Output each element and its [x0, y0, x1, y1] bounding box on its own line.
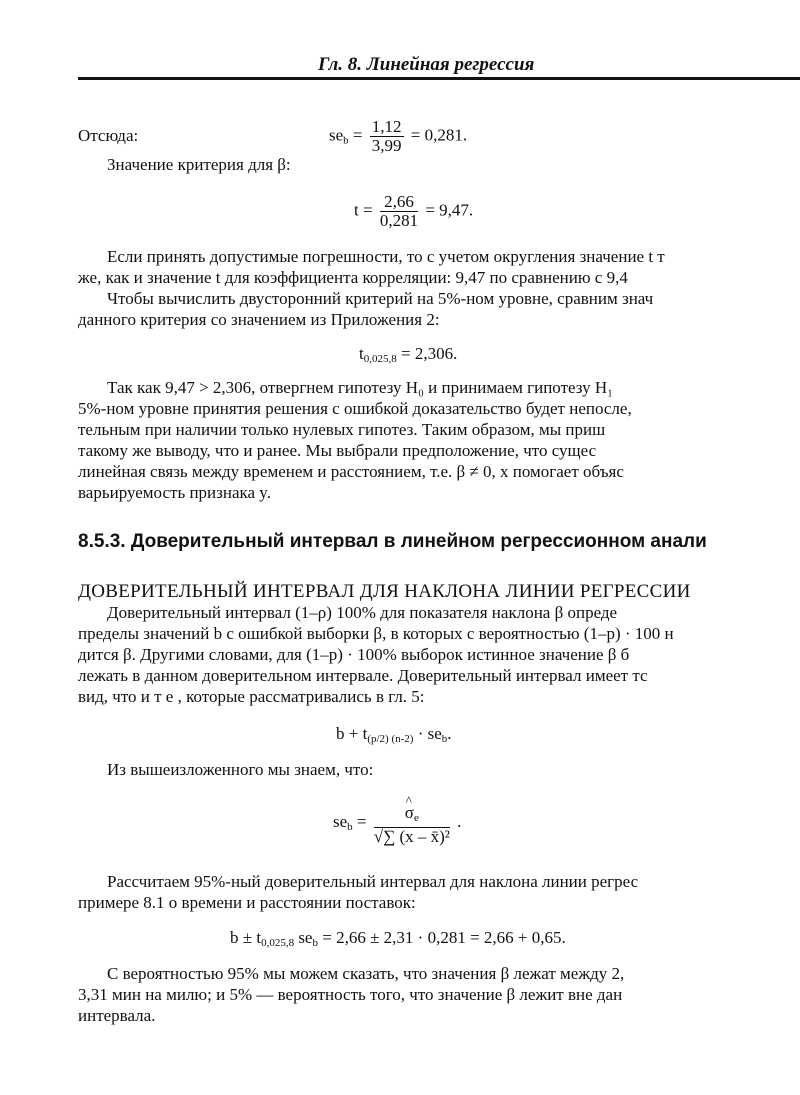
para6-line2: примере 8.1 о времени и расстоянии поставок:	[78, 893, 416, 912]
para2-line2: данного критерия со значением из Приложения 2:	[78, 310, 440, 329]
sigma-hat: ^ σ	[405, 804, 414, 822]
sigma-sub: e	[413, 812, 419, 824]
para3-line6: варьируемость признака y.	[78, 483, 271, 502]
para5-line1: Из вышеизложенного мы знаем, что:	[107, 760, 374, 779]
header-rule	[78, 77, 800, 80]
t-critical-sub: 0,025,8	[363, 353, 397, 365]
seb-result: = 0,281.	[410, 125, 468, 145]
t-critical-t: t	[359, 344, 364, 363]
t-numerator: 2,66	[380, 193, 418, 212]
interval-formula	[336, 724, 452, 745]
t-fraction	[380, 193, 418, 230]
section-subheading: ДОВЕРИТЕЛЬНЫЙ ИНТЕРВАЛ ДЛЯ НАКЛОНА ЛИНИИ РЕГРЕССИИ	[78, 581, 691, 602]
para6-line1: Рассчитаем 95%-ный доверительный интервал для наклона линии регрес	[107, 872, 639, 891]
ci-rest: = 2,66 ± 2,31 · 0,281 = 2,66 + 0,65.	[317, 928, 566, 947]
para7-line1: С вероятностью 95% мы можем сказать, что значения β лежат между 2,	[107, 964, 625, 983]
t-critical-formula	[359, 344, 457, 365]
otsyuda-label: Отсюда:	[78, 126, 139, 145]
para1-line2: же, как и значение t для коэффициента корреляции: 9,47 по сравнению с 9,4	[78, 268, 628, 287]
interval-tail-sub: b	[441, 733, 448, 745]
para7-line2: 3,31 мин на милю; и 5% — вероятность того, что значение β лежит вне дан	[78, 985, 623, 1004]
para3-line3: тельным при наличии только нулевых гипотез. Таким образом, мы приш	[78, 420, 606, 439]
ci-sub: 0,025,8	[261, 937, 295, 949]
para3-line2: 5%-ном уровне принятия решения с ошибкой доказательство будет непосле,	[78, 399, 632, 418]
para4-line1: Доверительный интервал (1–ρ) 100% для показателя наклона β опреде	[107, 603, 618, 622]
seb-general-tail: .	[457, 811, 462, 831]
para3-line1: Так как 9,47 > 2,306, отвергнем гипотезу H₀ и принимаем гипотезу H₁	[107, 378, 614, 397]
section-heading: 8.5.3. Доверительный интервал в линейном регрессионном анали	[78, 531, 707, 552]
seb-general-eq: =	[356, 811, 367, 831]
ci-start: b ± t	[230, 928, 262, 947]
seb-general-lhs: se	[333, 811, 348, 831]
para4-line2: пределы значений b с ошибкой выборки β, в которых с вероятностью (1–p) · 100 н	[78, 624, 674, 643]
para1-line1: Если принять допустимые погрешности, то с учетом округления значение t т	[107, 247, 665, 266]
ci-se: se	[294, 928, 313, 947]
t-critical-value: = 2,306.	[396, 344, 458, 363]
interval-main: b + t	[336, 724, 368, 743]
interval-sub: (p/2) (n-2)	[367, 733, 414, 745]
para7-line3: интервала.	[78, 1006, 156, 1025]
seb-eq: =	[352, 125, 363, 145]
para4-line4: лежать в данном доверительном интервале. Доверительный интервал имеет тс	[78, 666, 648, 685]
para4-line5: вид, что и т е , которые рассматривались в гл. 5:	[78, 687, 425, 706]
ci-formula	[230, 928, 566, 949]
t-result: = 9,47.	[425, 200, 474, 220]
interval-end: .	[447, 724, 452, 743]
seb-numerator: 1,12	[371, 117, 402, 136]
para4-line3: дится β. Другими словами, для (1–p) · 100% выборок истинное значение β б	[78, 645, 630, 664]
t-formula	[354, 193, 473, 230]
t-denominator: 0,281	[379, 211, 419, 230]
seb-formula	[329, 118, 467, 155]
seb-general-numerator	[374, 800, 450, 828]
seb-general-lhs-sub: b	[347, 820, 353, 833]
ci-se-sub: b	[312, 937, 318, 949]
seb-general-formula	[333, 800, 461, 846]
crit-line: Значение критерия для β:	[107, 155, 291, 174]
running-header: Гл. 8. Линейная регрессия	[318, 54, 535, 75]
para3-line5: линейная связь между временем и расстоянием, т.е. β ≠ 0, x помогает объяс	[78, 462, 624, 481]
seb-lhs: se	[329, 125, 344, 145]
seb-lhs-sub: b	[343, 134, 349, 147]
seb-general-fraction	[374, 800, 450, 846]
interval-tail: · se	[413, 724, 442, 743]
seb-general-denominator: √∑ (x – x̄)²	[373, 827, 450, 846]
seb-fraction	[370, 118, 404, 155]
para3-line4: такому же выводу, что и ранее. Мы выбрали предположение, что сущес	[78, 441, 597, 460]
t-lhs: t =	[354, 200, 373, 220]
para2-line1: Чтобы вычислить двусторонний критерий на 5%-ном уровне, сравним знач	[107, 289, 654, 308]
seb-denominator: 3,99	[371, 136, 402, 155]
